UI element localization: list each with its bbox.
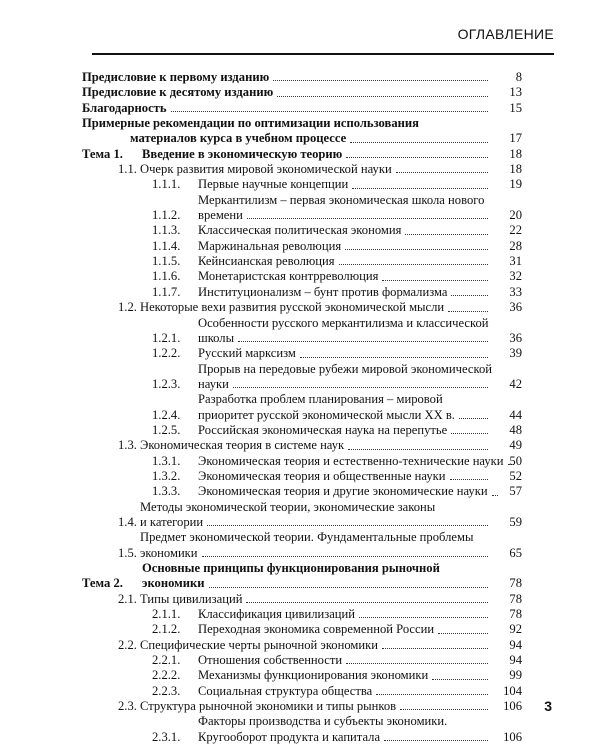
toc-entry-number: 1.2.2.	[152, 346, 181, 361]
toc-entry-number: 2.1.	[118, 591, 137, 606]
toc-entry-title-line: Первые научные концепции	[198, 177, 349, 192]
toc-entry[interactable]	[82, 454, 522, 469]
dot-leader	[459, 418, 488, 419]
toc-entry-page: 94	[509, 653, 522, 668]
toc-entry-title-line: Маржинальная революция	[198, 238, 342, 253]
toc-entry-page: 28	[509, 238, 522, 253]
toc-entry[interactable]	[82, 193, 522, 224]
toc-entry-number: 2.2.1.	[152, 653, 181, 668]
dot-leader	[246, 602, 488, 603]
toc-entry[interactable]	[82, 438, 522, 453]
toc-entry-title-line: Механизмы функционирования экономики	[198, 668, 429, 683]
toc-entry-title-line: Некоторые вехи развития русской экономической мысли	[140, 300, 445, 315]
toc-entry-title-line: Российская экономическая наука на перепутье	[198, 422, 448, 437]
toc-entry-page: 13	[509, 85, 522, 100]
toc-entry-page: 99	[509, 668, 522, 683]
toc-entry-page: 78	[509, 607, 522, 622]
toc-entry[interactable]	[82, 392, 522, 423]
toc-entry-title-line: Экономическая теория и общественные науки	[198, 468, 446, 483]
toc-entry-number: 2.3.1.	[152, 729, 181, 744]
toc-entry-number: 1.2.1.	[152, 330, 181, 345]
toc-entry-page: 22	[509, 223, 522, 238]
dot-leader	[396, 172, 488, 173]
toc-entry[interactable]	[82, 484, 522, 499]
toc-entry[interactable]	[82, 177, 522, 192]
toc-entry[interactable]	[82, 699, 522, 714]
toc-entry-page: 42	[509, 376, 522, 391]
toc-entry-title-line: Очерк развития мировой экономической науки	[140, 162, 392, 177]
toc-entry-title-line: Прорыв на передовые рубежи мировой экономической	[198, 361, 492, 376]
toc-entry-number: 1.3.1.	[152, 453, 181, 468]
toc-entry-title-line: Предисловие к десятому изданию	[82, 85, 274, 100]
dot-leader	[448, 311, 488, 312]
toc-entry-title-line: Благодарность	[82, 100, 167, 115]
toc-entry-number: 1.5.	[118, 545, 137, 560]
toc-entry-title-line: Особенности русского меркантилизма и классической	[198, 315, 489, 330]
toc-entry-title-line: времени	[198, 208, 243, 223]
toc-entry-page: 78	[509, 576, 522, 591]
toc-entry-title-line: Разработка проблем планирования – мировой	[198, 392, 443, 407]
toc-entry-number: 1.1.6.	[152, 269, 181, 284]
toc-entry-number: 2.2.2.	[152, 668, 181, 683]
toc-entry[interactable]	[82, 714, 522, 745]
running-head-title: ОГЛАВЛЕНИЕ	[457, 26, 554, 42]
toc-entry-page: 32	[509, 269, 522, 284]
toc-entry-title-line: Экономическая теория и естественно-технические науки	[198, 453, 504, 468]
toc-entry-number: 1.1.1.	[152, 177, 181, 192]
toc-entry[interactable]	[82, 300, 522, 315]
dot-leader	[376, 694, 488, 695]
toc-entry-page: 104	[503, 683, 522, 698]
toc-entry[interactable]	[82, 423, 522, 438]
dot-leader	[450, 479, 488, 480]
toc-entry-page: 49	[509, 438, 522, 453]
dot-leader	[207, 525, 488, 526]
toc-entry-page: 57	[509, 484, 522, 499]
toc-entry[interactable]	[82, 500, 522, 531]
toc-entry-title-line: Предмет экономической теории. Фундаментальные проблемы	[140, 530, 474, 545]
toc-entry-title-line: Методы экономической теории, экономические законы	[140, 499, 436, 514]
toc-entry[interactable]	[82, 70, 522, 85]
toc-entry-number: 1.1.	[118, 162, 137, 177]
toc-entry[interactable]	[82, 223, 522, 238]
toc-entry-page: 39	[509, 346, 522, 361]
dot-leader	[209, 587, 489, 588]
toc-entry[interactable]	[82, 622, 522, 637]
toc-entry-number: 2.2.3.	[152, 683, 181, 698]
toc-entry-page: 15	[509, 100, 522, 115]
toc-entry-page: 106	[503, 699, 522, 714]
toc-entry-number: Тема 1.	[82, 146, 123, 161]
toc-entry[interactable]	[82, 530, 522, 561]
toc-entry-title-line: экономики	[140, 545, 198, 560]
dot-leader	[277, 96, 488, 97]
toc-entry-number: 1.3.	[118, 438, 137, 453]
toc-entry[interactable]	[82, 684, 522, 699]
dot-leader	[400, 709, 488, 710]
toc-entry-page: 92	[509, 622, 522, 637]
header-rule	[92, 53, 554, 55]
toc-entry-number: 1.3.2.	[152, 468, 181, 483]
toc-entry-number: 1.1.3.	[152, 223, 181, 238]
toc-entry-title-line: Кругооборот продукта и капитала	[198, 729, 381, 744]
toc-entry-title-line: Экономическая теория в системе наук	[140, 438, 345, 453]
toc-entry-number: 2.2.	[118, 637, 137, 652]
toc-entry[interactable]	[82, 668, 522, 683]
dot-leader	[345, 249, 488, 250]
dot-leader	[438, 633, 488, 634]
toc-entry[interactable]	[82, 147, 522, 162]
toc-entry-title-line: науки	[198, 376, 229, 391]
toc-entry-title-line: Введение в экономическую теорию	[142, 146, 343, 161]
toc-entry[interactable]	[82, 346, 522, 361]
toc-entry-title-line: Экономическая теория и другие экономические науки	[198, 484, 488, 499]
toc-entry-number: 1.3.3.	[152, 484, 181, 499]
toc-entry-page: 19	[509, 177, 522, 192]
dot-leader	[451, 295, 488, 296]
toc-entry-number: 1.1.5.	[152, 254, 181, 269]
toc-entry-title-line: Типы цивилизаций	[140, 591, 243, 606]
toc-entry-title-line: Классификация цивилизаций	[198, 607, 356, 622]
toc-entry-title-line: Меркантилизм – первая экономическая школа нового	[198, 192, 485, 207]
toc-entry-title-line: школы	[198, 330, 235, 345]
dot-leader	[202, 556, 488, 557]
dot-leader	[346, 157, 488, 158]
toc-entry-page: 33	[509, 284, 522, 299]
toc-entry-title-line: Основные принципы функционирования рыночной	[142, 561, 440, 575]
dot-leader	[171, 111, 488, 112]
toc-entry[interactable]	[82, 101, 522, 116]
toc-entry[interactable]	[82, 607, 522, 622]
table-of-contents	[82, 70, 522, 745]
dot-leader	[382, 648, 488, 649]
dot-leader	[346, 663, 488, 664]
toc-entry[interactable]	[82, 316, 522, 347]
toc-entry-number: 1.4.	[118, 514, 137, 529]
toc-entry-title-line: Примерные рекомендации по оптимизации использования	[82, 116, 419, 131]
toc-entry-page: 106	[503, 729, 522, 744]
dot-leader	[350, 142, 488, 143]
toc-entry[interactable]	[82, 561, 522, 592]
dot-leader	[432, 679, 488, 680]
toc-entry-number: Тема 2.	[82, 576, 123, 591]
dot-leader	[273, 80, 488, 81]
toc-entry-number: 1.2.5.	[152, 422, 181, 437]
toc-entry-title-line: Отношения собственности	[198, 653, 343, 668]
toc-entry-title-line: Факторы производства и субъекты экономики.	[198, 714, 448, 729]
toc-entry-number: 2.3.	[118, 699, 137, 714]
toc-entry-page: 8	[515, 70, 522, 84]
toc-entry-number: 1.1.4.	[152, 238, 181, 253]
dot-leader	[451, 433, 488, 434]
toc-entry-title-line: Классическая политическая экономия	[198, 223, 402, 238]
toc-entry-number: 1.2.4.	[152, 407, 181, 422]
toc-entry-page: 59	[509, 514, 522, 529]
dot-leader	[352, 188, 488, 189]
toc-entry[interactable]	[82, 592, 522, 607]
toc-entry[interactable]	[82, 638, 522, 653]
toc-entry[interactable]	[82, 254, 522, 269]
dot-leader	[382, 280, 488, 281]
toc-entry-title-line: Специфические черты рыночной экономики	[140, 637, 378, 652]
toc-entry-title-line: Кейнсианская революция	[198, 254, 335, 269]
toc-entry-number: 2.1.1.	[152, 607, 181, 622]
toc-entry-number: 1.2.3.	[152, 376, 181, 391]
toc-entry-page: 50	[509, 453, 522, 468]
toc-entry[interactable]	[82, 269, 522, 284]
toc-entry-page: 18	[509, 146, 522, 161]
dot-leader	[300, 357, 488, 358]
toc-entry-page: 36	[509, 300, 522, 315]
page-number: 3	[544, 698, 552, 714]
toc-entry-page: 65	[509, 545, 522, 560]
toc-entry-title-line: приоритет русской экономической мысли XX в.	[198, 407, 455, 422]
toc-entry-page: 52	[509, 468, 522, 483]
toc-entry-number: 1.2.	[118, 300, 137, 315]
dot-leader	[247, 218, 488, 219]
toc-entry-number: 1.1.2.	[152, 208, 181, 223]
toc-entry-page: 94	[509, 637, 522, 652]
toc-entry[interactable]	[82, 469, 522, 484]
toc-entry-page: 17	[509, 131, 522, 146]
toc-entry-page: 78	[509, 591, 522, 606]
toc-entry-title-line: Переходная экономика современной России	[198, 622, 435, 637]
toc-entry-title-line: Русский марксизм	[198, 346, 296, 361]
dot-leader	[359, 617, 488, 618]
toc-entry-title-line: экономики	[142, 576, 205, 591]
toc-entry-title-line: Предисловие к первому изданию	[82, 70, 270, 84]
toc-entry-number: 2.1.2.	[152, 622, 181, 637]
dot-leader	[238, 341, 488, 342]
dot-leader	[405, 234, 488, 235]
toc-entry[interactable]	[82, 239, 522, 254]
dot-leader	[339, 264, 488, 265]
toc-entry[interactable]	[82, 362, 522, 393]
toc-entry-page: 48	[509, 422, 522, 437]
toc-entry-page: 31	[509, 254, 522, 269]
toc-entry-title-line: Институционализм – бунт против формализма	[198, 284, 448, 299]
toc-entry-title-line: Монетаристская контрреволюция	[198, 269, 379, 284]
toc-entry-title-line: Структура рыночной экономики и типы рынков	[140, 699, 397, 714]
toc-entry[interactable]	[82, 116, 522, 147]
dot-leader	[384, 740, 488, 741]
toc-entry-page: 20	[509, 208, 522, 223]
toc-entry-number: 1.1.7.	[152, 284, 181, 299]
toc-entry-page: 44	[509, 407, 522, 422]
toc-entry-title-line: Социальная структура общества	[198, 683, 373, 698]
toc-entry-title-line: материалов курса в учебном процессе	[130, 131, 347, 146]
toc-entry[interactable]	[82, 285, 522, 300]
dot-leader	[233, 387, 488, 388]
dot-leader	[348, 449, 488, 450]
toc-entry-title-line: и категории	[140, 514, 204, 529]
toc-entry[interactable]	[82, 653, 522, 668]
toc-entry-page: 18	[509, 162, 522, 177]
toc-entry-page: 36	[509, 330, 522, 345]
toc-entry[interactable]	[82, 162, 522, 177]
toc-entry[interactable]	[82, 85, 522, 100]
